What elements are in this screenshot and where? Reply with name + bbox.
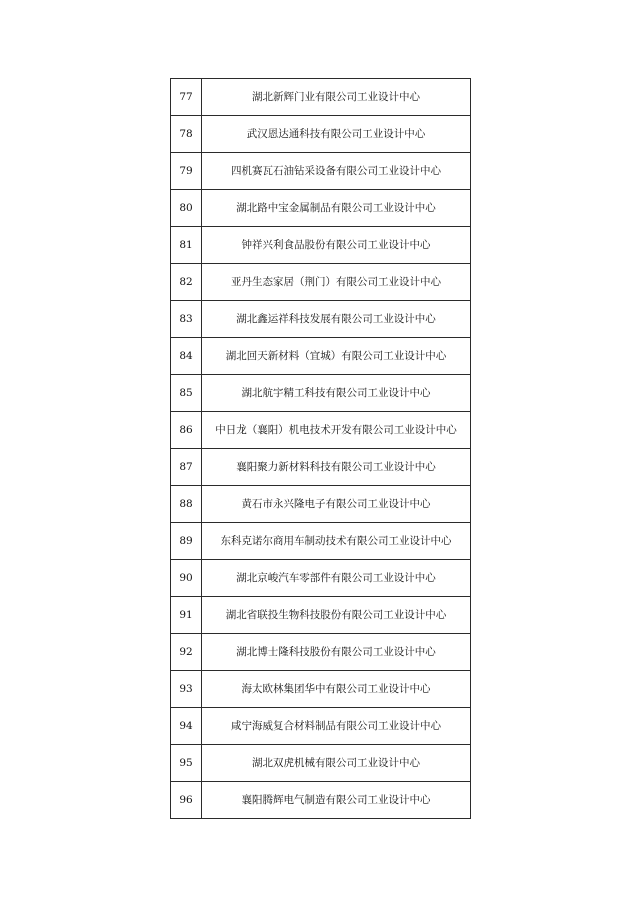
company-list-table [170, 78, 471, 819]
table-row [171, 597, 471, 634]
company-name: 咸宁海威复合材料制品有限公司工业设计中心 [202, 708, 471, 745]
company-name: 钟祥兴利食品股份有限公司工业设计中心 [202, 227, 471, 264]
company-name: 襄阳腾辉电气制造有限公司工业设计中心 [202, 782, 471, 819]
table-row [171, 190, 471, 227]
company-name: 襄阳聚力新材料科技有限公司工业设计中心 [202, 449, 471, 486]
row-number: 88 [171, 486, 202, 523]
company-name: 海太欧林集团华中有限公司工业设计中心 [202, 671, 471, 708]
company-name: 湖北航宇精工科技有限公司工业设计中心 [202, 375, 471, 412]
table-row [171, 116, 471, 153]
table-body [171, 79, 471, 819]
table-row [171, 338, 471, 375]
row-number: 81 [171, 227, 202, 264]
row-number: 93 [171, 671, 202, 708]
company-name: 湖北博士隆科技股份有限公司工业设计中心 [202, 634, 471, 671]
table-row [171, 560, 471, 597]
row-number: 80 [171, 190, 202, 227]
row-number: 82 [171, 264, 202, 301]
table-row [171, 264, 471, 301]
company-name: 中日龙（襄阳）机电技术开发有限公司工业设计中心 [202, 412, 471, 449]
row-number: 85 [171, 375, 202, 412]
row-number: 83 [171, 301, 202, 338]
table-row [171, 153, 471, 190]
row-number: 77 [171, 79, 202, 116]
row-number: 92 [171, 634, 202, 671]
company-name: 湖北双虎机械有限公司工业设计中心 [202, 745, 471, 782]
row-number: 89 [171, 523, 202, 560]
company-name: 湖北回天新材料（宜城）有限公司工业设计中心 [202, 338, 471, 375]
row-number: 96 [171, 782, 202, 819]
company-name: 湖北新辉门业有限公司工业设计中心 [202, 79, 471, 116]
row-number: 87 [171, 449, 202, 486]
table-row [171, 708, 471, 745]
table-row [171, 782, 471, 819]
company-name: 亚丹生态家居（荆门）有限公司工业设计中心 [202, 264, 471, 301]
row-number: 78 [171, 116, 202, 153]
company-name: 湖北路中宝金属制品有限公司工业设计中心 [202, 190, 471, 227]
company-name: 东科克诺尔商用车制动技术有限公司工业设计中心 [202, 523, 471, 560]
table-row [171, 301, 471, 338]
table-row [171, 486, 471, 523]
table-row [171, 375, 471, 412]
row-number: 91 [171, 597, 202, 634]
company-name: 湖北省联投生物科技股份有限公司工业设计中心 [202, 597, 471, 634]
table-row [171, 227, 471, 264]
company-name: 黄石市永兴隆电子有限公司工业设计中心 [202, 486, 471, 523]
company-name: 湖北鑫运祥科技发展有限公司工业设计中心 [202, 301, 471, 338]
table-row [171, 634, 471, 671]
company-name: 武汉恩达通科技有限公司工业设计中心 [202, 116, 471, 153]
table-row [171, 671, 471, 708]
table-row [171, 412, 471, 449]
row-number: 95 [171, 745, 202, 782]
table-row [171, 79, 471, 116]
row-number: 79 [171, 153, 202, 190]
row-number: 86 [171, 412, 202, 449]
company-name: 湖北京峻汽车零部件有限公司工业设计中心 [202, 560, 471, 597]
table-row [171, 523, 471, 560]
row-number: 94 [171, 708, 202, 745]
company-name: 四机赛瓦石油钻采设备有限公司工业设计中心 [202, 153, 471, 190]
row-number: 90 [171, 560, 202, 597]
row-number: 84 [171, 338, 202, 375]
table-row [171, 745, 471, 782]
table-row [171, 449, 471, 486]
